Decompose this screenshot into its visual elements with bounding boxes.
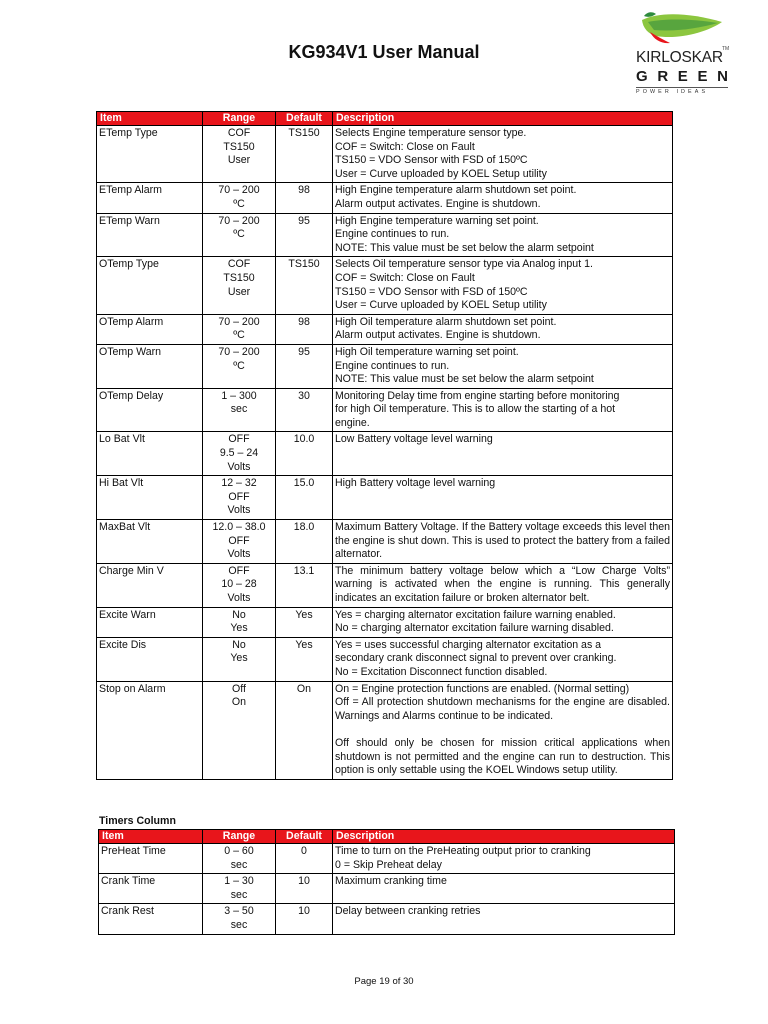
desc-line: TS150 = VDO Sensor with FSD of 150ºC — [335, 285, 528, 298]
desc-line: Low Battery voltage level warning — [335, 433, 493, 446]
row-range — [203, 607, 276, 637]
desc-line: High Engine temperature alarm shutdown set point. — [335, 184, 577, 197]
row-default: On — [276, 681, 333, 779]
logo-letter: R — [657, 68, 669, 85]
row-range — [203, 388, 276, 432]
range-line: sec — [230, 858, 248, 871]
range-line: 70 – 200 — [218, 184, 260, 197]
range-line: sec — [230, 888, 248, 901]
range-line: Volts — [227, 592, 251, 604]
row-default: TS150 — [276, 126, 333, 183]
row-item: Stop on Alarm — [97, 681, 203, 779]
range-line: ºC — [233, 228, 245, 241]
table-row — [97, 563, 673, 607]
desc-paragraph: On = Engine protection functions are enabled. (Normal setting) — [335, 682, 630, 695]
range-line: 0 – 60 — [224, 845, 254, 857]
desc-line: 0 = Skip Preheat delay — [335, 858, 442, 871]
row-default: 10 — [276, 904, 333, 934]
header-range: Range — [203, 830, 276, 844]
logo-brand-text: KIRLOSKAR — [636, 49, 723, 66]
range-line: Volts — [227, 504, 251, 517]
paragraph-gap — [335, 723, 670, 737]
header-default: Default — [276, 830, 333, 844]
range-line: TS150 — [223, 271, 255, 284]
range-line: Volts — [227, 548, 251, 561]
row-item: ETemp Warn — [97, 213, 203, 257]
table-row — [97, 257, 673, 314]
logo-letter: N — [717, 68, 728, 85]
range-line: 70 – 200 — [218, 214, 260, 227]
row-description — [333, 388, 673, 432]
row-range — [203, 257, 276, 314]
desc-line: Alarm output activates. Engine is shutdown. — [335, 197, 541, 210]
desc-line: High Engine temperature warning set point. — [335, 214, 539, 227]
range-line: OFF — [228, 490, 250, 503]
table-row — [97, 520, 673, 564]
row-range — [203, 432, 276, 476]
row-description — [333, 183, 673, 213]
desc-line: NOTE: This value must be set below the alarm setpoint — [335, 241, 594, 254]
header-range: Range — [203, 112, 276, 126]
logo-tagline: POWER IDEAS — [636, 89, 709, 95]
range-line: COF — [227, 127, 251, 139]
range-line: OFF — [228, 564, 250, 577]
desc-line: COF = Switch: Close on Fault — [335, 140, 475, 153]
logo-letter: E — [677, 68, 688, 85]
row-default: 10 — [276, 874, 333, 904]
range-line: Yes — [230, 652, 248, 665]
logo-trademark: TM — [722, 46, 730, 52]
row-description — [333, 344, 673, 388]
row-range — [203, 520, 276, 564]
range-line: COF — [227, 258, 251, 271]
desc-line: User = Curve uploaded by KOEL Setup utility — [335, 299, 547, 312]
range-line: User — [227, 285, 251, 298]
row-range — [203, 476, 276, 520]
row-default: Yes — [276, 637, 333, 681]
desc-line: for high Oil temperature. This is to allow the starting of a hot — [335, 403, 616, 416]
range-line: TS150 — [223, 140, 255, 153]
logo-letter: G — [636, 68, 648, 85]
row-default: 18.0 — [276, 520, 333, 564]
desc-line: COF = Switch: Close on Fault — [335, 271, 475, 284]
row-range — [203, 183, 276, 213]
desc-line: High Oil temperature warning set point. — [335, 345, 519, 358]
header-item: Item — [99, 830, 203, 844]
range-line: 1 – 30 — [224, 875, 254, 888]
range-line: 70 – 200 — [218, 345, 260, 358]
row-item: ETemp Type — [97, 126, 203, 183]
logo-divider — [636, 87, 728, 88]
row-item: Hi Bat Vlt — [97, 476, 203, 520]
range-line: ºC — [233, 197, 245, 210]
range-line: OFF — [228, 534, 250, 547]
row-description: Maximum Battery Voltage. If the Battery voltage exceeds this level then the engine is shut down. This is used to protect the battery from a failed alternator. — [333, 520, 673, 564]
range-line: sec — [230, 918, 248, 931]
range-line: 12.0 – 38.0 — [212, 521, 266, 534]
desc-paragraph: Off = All protection shutdown mechanisms for the engine are disabled. Warnings and Alarms continue to be indicated. — [335, 696, 670, 722]
table-row — [97, 213, 673, 257]
table-header-row — [97, 112, 673, 126]
page-number: Page 19 of 30 — [354, 976, 414, 987]
page-title: KG934V1 User Manual — [288, 42, 480, 62]
row-range — [203, 213, 276, 257]
row-range — [203, 126, 276, 183]
header-description: Description — [333, 112, 673, 126]
row-default: 95 — [276, 213, 333, 257]
table-row — [97, 344, 673, 388]
row-item: Lo Bat Vlt — [97, 432, 203, 476]
range-line: ºC — [233, 359, 245, 372]
row-description — [333, 314, 673, 344]
range-line: Off — [232, 682, 246, 695]
chili-leaf-icon — [638, 10, 726, 48]
row-item: OTemp Type — [97, 257, 203, 314]
table-row — [97, 476, 673, 520]
table-row — [97, 607, 673, 637]
row-description — [333, 476, 673, 520]
table-row — [97, 637, 673, 681]
row-default: 98 — [276, 314, 333, 344]
logo-letter: E — [697, 68, 708, 85]
row-description: The minimum battery voltage below which a “Low Charge Volts” warning is activated when the engine is running. This generally indicates an excitation failure or broken alternator belt. — [333, 563, 673, 607]
row-item: ETemp Alarm — [97, 183, 203, 213]
desc-line: User = Curve uploaded by KOEL Setup utility — [335, 167, 547, 180]
row-range — [203, 681, 276, 779]
row-description: Delay between cranking retries — [333, 904, 675, 934]
row-description — [333, 126, 673, 183]
row-description — [333, 607, 673, 637]
table-row — [97, 681, 673, 779]
timers-section-title: Timers Column — [99, 815, 176, 827]
row-item: OTemp Alarm — [97, 314, 203, 344]
row-range — [203, 637, 276, 681]
row-default: 13.1 — [276, 563, 333, 607]
row-item: Excite Warn — [97, 607, 203, 637]
row-default: 0 — [276, 844, 333, 874]
company-logo — [636, 10, 728, 105]
table-header-row — [99, 830, 675, 844]
row-range — [203, 844, 276, 874]
table-row — [99, 904, 675, 934]
table-row — [99, 844, 675, 874]
table-row — [97, 183, 673, 213]
logo-green-text — [636, 68, 728, 84]
row-range — [203, 904, 276, 934]
desc-line: Monitoring Delay time from engine starting before monitoring — [335, 389, 620, 402]
row-default: 95 — [276, 344, 333, 388]
row-item: Crank Rest — [99, 904, 203, 934]
row-default: 98 — [276, 183, 333, 213]
range-line: No — [232, 608, 246, 621]
row-item: PreHeat Time — [99, 844, 203, 874]
row-default: TS150 — [276, 257, 333, 314]
row-description — [333, 213, 673, 257]
row-item: Excite Dis — [97, 637, 203, 681]
range-line: No — [232, 638, 246, 651]
range-line: 10 – 28 — [221, 578, 257, 591]
desc-line: TS150 = VDO Sensor with FSD of 150ºC — [335, 154, 528, 167]
table-row — [97, 126, 673, 183]
header-description: Description — [333, 830, 675, 844]
desc-line: Selects Oil temperature sensor type via Analog input 1. — [335, 258, 593, 271]
range-line: sec — [230, 403, 248, 416]
row-item: OTemp Delay — [97, 388, 203, 432]
settings-table — [96, 111, 673, 780]
row-range — [203, 563, 276, 607]
row-item: OTemp Warn — [97, 344, 203, 388]
desc-paragraph: Off should only be chosen for mission critical applications when shutdown is not permitted and the engine can run to destruction. This option is only settable using the KOEL Windows setup utility. — [335, 736, 670, 777]
row-range — [203, 874, 276, 904]
range-line: 9.5 – 24 — [219, 447, 259, 460]
table-row — [97, 314, 673, 344]
row-range — [203, 344, 276, 388]
header-default: Default — [276, 112, 333, 126]
desc-line: Engine continues to run. — [335, 359, 450, 372]
row-description — [333, 844, 675, 874]
range-line: 3 – 50 — [224, 905, 254, 918]
row-description — [333, 681, 673, 779]
desc-line: Engine continues to run. — [335, 228, 450, 241]
desc-line: Time to turn on the PreHeating output prior to cranking — [335, 845, 591, 857]
range-line: On — [231, 696, 247, 709]
header-item: Item — [97, 112, 203, 126]
range-line: 12 – 32 — [221, 477, 257, 490]
desc-line: Yes = uses successful charging alternator excitation as a — [335, 638, 602, 651]
range-line: OFF — [228, 433, 250, 446]
table-row — [99, 874, 675, 904]
desc-line: No = charging alternator excitation failure warning disabled. — [335, 622, 614, 635]
row-default: 30 — [276, 388, 333, 432]
row-default: 10.0 — [276, 432, 333, 476]
range-line: User — [227, 154, 251, 167]
row-item: MaxBat Vlt — [97, 520, 203, 564]
desc-line: No = Excitation Disconnect function disabled. — [335, 665, 548, 678]
range-line: 1 – 300 — [221, 389, 257, 402]
desc-line: Yes = charging alternator excitation failure warning enabled. — [335, 608, 616, 621]
row-description — [333, 257, 673, 314]
desc-line: secondary crank disconnect signal to prevent over cranking. — [335, 652, 617, 665]
desc-line: Alarm output activates. Engine is shutdown. — [335, 329, 541, 342]
table-row — [97, 388, 673, 432]
desc-line: Selects Engine temperature sensor type. — [335, 127, 527, 139]
desc-line: High Oil temperature alarm shutdown set point. — [335, 315, 557, 328]
desc-line: High Battery voltage level warning — [335, 477, 496, 490]
range-line: Yes — [230, 622, 248, 635]
table-row — [97, 432, 673, 476]
row-description — [333, 637, 673, 681]
range-line: Volts — [227, 460, 251, 473]
range-line: ºC — [233, 329, 245, 342]
row-item: Charge Min V — [97, 563, 203, 607]
row-range — [203, 314, 276, 344]
row-description — [333, 432, 673, 476]
row-default: Yes — [276, 607, 333, 637]
desc-line: engine. — [335, 416, 370, 429]
row-description: Maximum cranking time — [333, 874, 675, 904]
range-line: 70 – 200 — [218, 315, 260, 328]
row-default: 15.0 — [276, 476, 333, 520]
timers-table — [98, 829, 675, 935]
desc-line: NOTE: This value must be set below the alarm setpoint — [335, 373, 594, 386]
row-item: Crank Time — [99, 874, 203, 904]
